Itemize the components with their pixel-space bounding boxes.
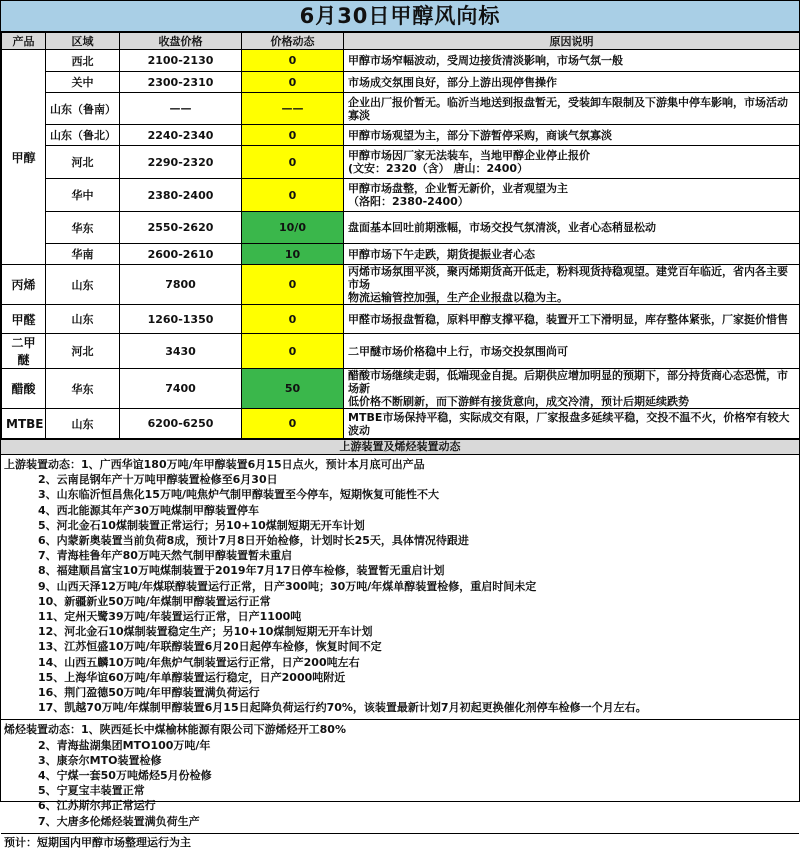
region-cell: 山东（鲁北）: [46, 125, 120, 146]
list-item: [4, 738, 799, 753]
product-cell: MTBE: [2, 409, 46, 439]
price-cell: 3430: [120, 334, 242, 369]
product-cell: 二甲醚: [2, 334, 46, 369]
list-item-text: 6、内蒙新奥装置当前负荷8成，预计7月8日开始检修，计划时长25天，具体情况待跟进: [38, 534, 469, 548]
list-item: [4, 655, 799, 670]
header-trend: 价格动态: [242, 33, 344, 50]
header-reason: 原因说明: [344, 33, 800, 50]
price-cell: 2380-2400: [120, 179, 242, 212]
header-price: 收盘价格: [120, 33, 242, 50]
table-row: [2, 369, 800, 409]
list-item: [4, 639, 799, 654]
table-row: [2, 93, 800, 125]
reason-cell: [344, 72, 800, 93]
reason-cell: [344, 50, 800, 72]
table-header-row: [2, 33, 800, 50]
list-item-text: 6、江苏斯尔邦正常运行: [38, 799, 156, 813]
reason-line: 甲醇市场盘整，企业暂无新价，业者观望为主: [348, 182, 568, 195]
list-item: [4, 814, 799, 829]
olefin-block: [1, 719, 799, 832]
reason-line: 市场成交氛围良好，部分上游出现停售操作: [348, 75, 557, 89]
region-cell: 山东: [46, 265, 120, 305]
header-region: 区域: [46, 33, 120, 50]
list-item-text: 11、定州天鹭39万吨/年装置运行正常，日产1100吨: [38, 610, 302, 624]
list-item: [4, 685, 799, 700]
reason-line: 甲醇市场观望为主，部分下游暂停采购，商谈气氛寡淡: [348, 128, 612, 142]
reason-line: 企业出厂报价暂无。临沂当地送到报盘暂无，受装卸车限制及下游集中停车影响，市场活动寡淡: [348, 95, 788, 122]
price-cell: 7400: [120, 369, 242, 409]
list-item: [4, 783, 799, 798]
list-item-text: 2、青海盐湖集团MTO100万吨/年: [38, 738, 211, 752]
trend-cell: 0: [242, 179, 344, 212]
region-cell: 山东: [46, 409, 120, 439]
list-item: [4, 472, 799, 487]
region-cell: 关中: [46, 72, 120, 93]
reason-line: 甲醇市场下午走跌，期货提振业者心态: [348, 247, 535, 261]
list-item: [4, 503, 799, 518]
list-item-text: 12、河北金石10煤制装置稳定生产；另10+10煤制短期无开车计划: [38, 625, 373, 639]
price-cell: 2240-2340: [120, 125, 242, 146]
reason-line: 甲醇市场窄幅波动，受周边接货清淡影响，市场气氛一般: [348, 54, 623, 67]
price-cell: 2600-2610: [120, 244, 242, 265]
list-item: [4, 533, 799, 548]
list-item-text: 17、凯越70万吨/年煤制甲醇装置6月15日起降负荷运行约70%，该装置最新计划7月初起更换催化剂停车检修一个月左右。: [38, 701, 647, 715]
product-cell: 甲醇: [2, 50, 46, 265]
reason-cell: [344, 334, 800, 369]
trend-cell: 0: [242, 409, 344, 439]
product-cell: 醋酸: [2, 369, 46, 409]
list-item: [4, 487, 799, 502]
trend-cell: 0: [242, 125, 344, 146]
price-cell: 2300-2310: [120, 72, 242, 93]
trend-cell: 0: [242, 72, 344, 93]
region-cell: 华南: [46, 244, 120, 265]
table-row: [2, 409, 800, 439]
table-row: [2, 334, 800, 369]
table-row: [2, 179, 800, 212]
list-item: [4, 457, 799, 472]
list-item: [4, 753, 799, 768]
list-item-text: 1、广西华谊180万吨/年甲醇装置6月15日点火，预计本月底可出产品: [81, 458, 425, 471]
reason-line: 甲醛市场报盘暂稳，原料甲醇支撑平稳，装置开工下滑明显，库存整体紧张，厂家挺价惜售: [348, 312, 788, 326]
olefin-list: [4, 722, 799, 828]
reason-cell: [344, 93, 800, 125]
upstream-list: [4, 457, 799, 715]
list-item-text: 14、山西五麟10万吨/年焦炉气制装置运行正常，日产200吨左右: [38, 655, 360, 669]
price-cell: 1260-1350: [120, 305, 242, 334]
list-item: [4, 609, 799, 624]
product-cell: 丙烯: [2, 265, 46, 305]
price-cell: 2290-2320: [120, 146, 242, 179]
reason-line: 甲醇市场因厂家无法装车，当地甲醇企业停止报价: [348, 149, 590, 162]
list-item: [4, 563, 799, 578]
list-item-text: 1、陕西延长中煤榆林能源有限公司下游烯烃开工80%: [81, 723, 346, 737]
table-row: [2, 146, 800, 179]
upstream-block: [1, 455, 799, 719]
list-item-text: 5、河北金石10煤制装置正常运行；另10+10煤制短期无开车计划: [38, 518, 365, 532]
list-item-text: 13、江苏恒盛10万吨/年联醇装置6月20日起停车检修，恢复时间不定: [38, 640, 382, 654]
list-item-text: 10、新疆新业50万吨/年煤制甲醇装置运行正常: [38, 594, 271, 608]
header-product: 产品: [2, 33, 46, 50]
region-cell: 华东: [46, 369, 120, 409]
reason-line: 丙烯市场氛围平淡，聚丙烯期货高开低走，粉料现货持稳观望。建党百年临近，省内各主要市场: [348, 265, 788, 291]
price-cell: 2100-2130: [120, 50, 242, 72]
list-item-text: 3、康奈尔MTO装置检修: [38, 753, 162, 767]
list-item: [4, 722, 799, 737]
reason-line: MTBE市场保持平稳，实际成交有限，厂家报盘多延续平稳，交投不温不火，价格窄有较大波动: [348, 410, 790, 437]
price-cell: 2550-2620: [120, 212, 242, 244]
list-item-text: 15、上海华谊60万吨/年单醇装置运行稳定，日产2000吨附近: [38, 670, 346, 684]
trend-cell: 10: [242, 244, 344, 265]
trend-cell: 50: [242, 369, 344, 409]
price-table-body: [2, 50, 800, 439]
page-title: 6月30日甲醇风向标: [1, 1, 799, 32]
price-cell: 6200-6250: [120, 409, 242, 439]
table-row: [2, 50, 800, 72]
reason-cell: [344, 125, 800, 146]
reason-cell: [344, 369, 800, 409]
trend-cell: 0: [242, 265, 344, 305]
region-cell: 西北: [46, 50, 120, 72]
trend-cell: 10/0: [242, 212, 344, 244]
trend-cell: 0: [242, 50, 344, 72]
reason-line: 醋酸市场继续走弱，低端现金自提。后期供应增加明显的预期下，部分持货商心态恐慌，市场新: [348, 369, 788, 395]
price-cell: ——: [120, 93, 242, 125]
list-item: [4, 624, 799, 639]
reason-line: (文安：2320（含） 唐山：2400）: [348, 162, 529, 175]
reason-cell: [344, 265, 800, 305]
upstream-label: 上游装置动态：: [4, 458, 81, 471]
table-row: [2, 265, 800, 305]
region-cell: 山东（鲁南）: [46, 93, 120, 125]
list-item-text: 2、云南昆钢年产十万吨甲醇装置检修至6月30日: [38, 473, 278, 487]
product-cell: 甲醛: [2, 305, 46, 334]
region-cell: 河北: [46, 146, 120, 179]
reason-line: 盘面基本回吐前期涨幅，市场交投气氛清淡，业者心态稍显松动: [348, 221, 656, 234]
list-item: [4, 700, 799, 715]
list-item: [4, 768, 799, 783]
list-item-text: 4、宁煤一套50万吨烯烃5月份检修: [38, 769, 212, 783]
reason-cell: [344, 244, 800, 265]
list-item-text: 7、大唐多伦烯烃装置满负荷生产: [38, 814, 200, 828]
list-item: [4, 594, 799, 609]
table-row: [2, 212, 800, 244]
list-item: [4, 670, 799, 685]
reason-cell: [344, 146, 800, 179]
olefin-label: 烯烃装置动态：: [4, 723, 81, 737]
table-row: [2, 72, 800, 93]
list-item-text: 16、荆门盈德50万吨/年甲醇装置满负荷运行: [38, 686, 260, 700]
list-item-text: 7、青海桂鲁年产80万吨天然气制甲醇装置暂未重启: [38, 549, 292, 563]
price-cell: 7800: [120, 265, 242, 305]
reason-cell: [344, 212, 800, 244]
reason-line: 低价格不断刷新，而下游鲜有接货意向，成交冷清，预计后期延续跌势: [348, 395, 689, 408]
list-item: [4, 798, 799, 813]
reason-line: 二甲醚市场价格稳中上行，市场交投氛围尚可: [348, 344, 568, 358]
list-item-text: 4、西北能源其年产30万吨煤制甲醇装置停车: [38, 503, 259, 517]
table-row: [2, 244, 800, 265]
list-item-text: 3、山东临沂恒昌焦化15万吨/吨焦炉气制甲醇装置至今停车，短期恢复可能性不大: [38, 488, 439, 502]
reason-cell: [344, 179, 800, 212]
reason-line: 物流运输管控加强，生产企业报盘以稳为主。: [348, 291, 568, 304]
reason-cell: [344, 305, 800, 334]
trend-cell: 0: [242, 305, 344, 334]
trend-cell: ——: [242, 93, 344, 125]
list-item-text: 5、宁夏宝丰装置正常: [38, 784, 145, 798]
region-cell: 山东: [46, 305, 120, 334]
forecast-text: 预计：短期国内甲醇市场整理运行为主: [1, 833, 799, 852]
list-item: [4, 548, 799, 563]
list-item-text: 8、福建顺昌富宝10万吨煤制装置于2019年7月17日停车检修，装置暂无重启计划: [38, 564, 445, 578]
trend-cell: 0: [242, 334, 344, 369]
list-item: [4, 518, 799, 533]
region-cell: 华中: [46, 179, 120, 212]
reason-line: （洛阳：2380-2400）: [348, 195, 469, 208]
trend-cell: 0: [242, 146, 344, 179]
table-row: [2, 305, 800, 334]
region-cell: 华东: [46, 212, 120, 244]
region-cell: 河北: [46, 334, 120, 369]
reason-cell: [344, 409, 800, 439]
list-item: [4, 579, 799, 594]
price-table: [1, 32, 800, 439]
table-row: [2, 125, 800, 146]
section-title: 上游装置及烯烃装置动态: [1, 439, 799, 455]
list-item-text: 9、山西天泽12万吨/年煤联醇装置运行正常，日产300吨；30万吨/年煤单醇装置检修，重启时间未定: [38, 579, 537, 593]
